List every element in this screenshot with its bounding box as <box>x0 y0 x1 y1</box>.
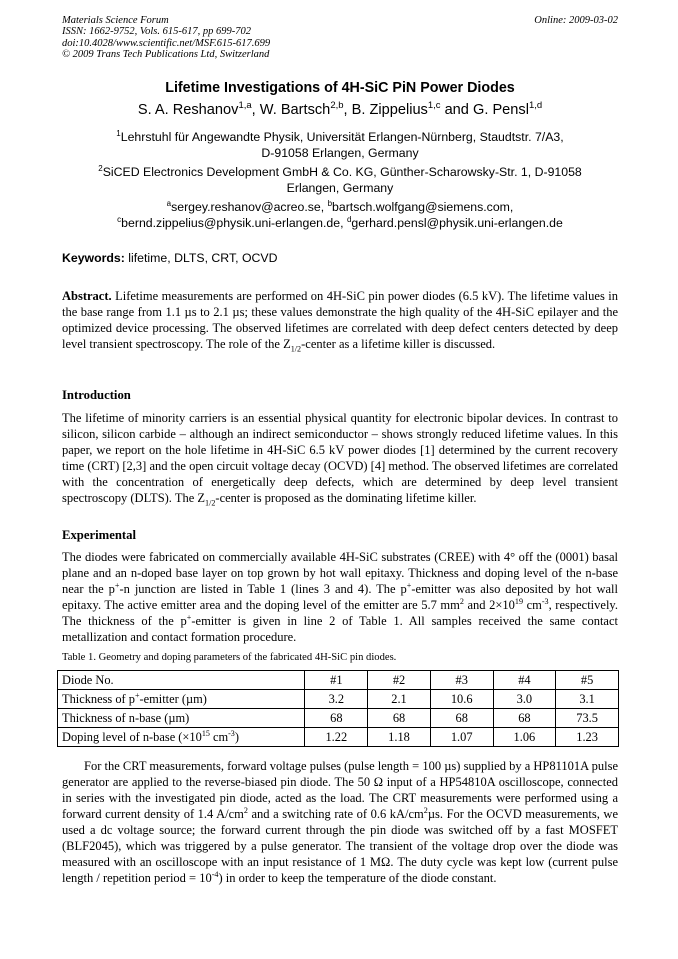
introduction-paragraph <box>62 410 618 506</box>
table-row-label: Thickness of n-base (µm) <box>58 709 305 728</box>
table-cell: 3.1 <box>556 690 619 709</box>
copyright-line: © 2009 Trans Tech Publications Ltd, Switzerland <box>62 48 270 60</box>
keywords <box>62 251 277 265</box>
table-cell: 68 <box>430 709 493 728</box>
experimental-paragraph <box>62 549 618 645</box>
table-header-cell: #4 <box>493 671 556 690</box>
table-cell: 2.1 <box>368 690 431 709</box>
email-link[interactable]: sergey.reshanov@acreo.se, <box>171 200 328 214</box>
superscript: -3 <box>228 728 235 738</box>
author-name: W. Bartsch <box>259 102 331 118</box>
superscript: + <box>134 690 140 700</box>
table-row <box>58 709 619 728</box>
author-separator: , <box>251 102 260 118</box>
keywords-text: lifetime, DLTS, CRT, OCVD <box>124 251 278 265</box>
author-affiliation-mark: 1,a <box>238 100 252 112</box>
superscript: 2 <box>423 805 428 815</box>
email-mark: c <box>117 214 122 224</box>
email-block <box>82 199 598 231</box>
author-affiliation-mark: 2,b <box>330 100 344 112</box>
table-row-label <box>58 728 305 747</box>
issn-line: ISSN: 1662-9752, Vols. 615-617, pp 699-702 <box>62 26 251 38</box>
author-separator: and <box>440 102 473 118</box>
table-header-cell: Diode No. <box>58 671 305 690</box>
table-cell: 1.22 <box>305 728 368 747</box>
paragraph-text: -emitter was also deposited by hot wall epitaxy. The active emitter area and the doping level of the emitter are 5.7 mm <box>62 582 619 612</box>
online-date: Online: 2009-03-02 <box>534 15 618 26</box>
table-row-label <box>58 690 305 709</box>
journal-name: Materials Science Forum <box>62 15 169 26</box>
email-link[interactable]: gerhard.pensl@physik.uni-erlangen.de <box>351 216 563 230</box>
paragraph-text: , respectively. The thickness of the p <box>62 598 618 628</box>
paragraph-text: The diodes were fabricated on commercially available 4H-SiC substrates (CREE) with 4° off the (0001) basal plane and an n-doped base layer on top grown by hot wall epitaxy. Thickness and doping level of the n-base near the p <box>62 550 618 596</box>
superscript: -4 <box>211 869 219 879</box>
paragraph-text: -emitter is given in line 2 of Table 1. All samples received the same contact metallization and contact formation procedure. <box>62 614 618 644</box>
measurement-paragraph <box>62 758 618 886</box>
author-list <box>62 102 618 118</box>
paragraph-text: -center is proposed as the dominating lifetime killer. <box>215 491 477 505</box>
author-affiliation-mark: 1,d <box>528 100 543 112</box>
affiliation-mark: 1 <box>116 128 121 138</box>
table-cell: 3.0 <box>493 690 556 709</box>
affiliation-line: SiCED Electronics Development GmbH & Co. KG, Günther-Scharowsky-Str. 1, D-91058 <box>102 165 582 179</box>
abstract-label: Abstract. <box>62 289 112 303</box>
table-cell: 68 <box>368 709 431 728</box>
author-name: S. A. Reshanov <box>137 102 239 118</box>
subscript: 1/2 <box>205 498 216 508</box>
table-header-cell: #5 <box>556 671 619 690</box>
paragraph-text: and 2×10 <box>463 598 515 612</box>
table-header-cell: #3 <box>430 671 493 690</box>
table-header-cell: #2 <box>368 671 431 690</box>
superscript: -3 <box>541 596 549 606</box>
superscript: 2 <box>459 596 464 606</box>
subscript: 1/2 <box>290 344 302 354</box>
table-cell: 1.23 <box>556 728 619 747</box>
label-text: -emitter (µm) <box>139 692 207 706</box>
section-heading-introduction: Introduction <box>62 388 131 402</box>
table-cell: 3.2 <box>305 690 368 709</box>
affiliation-1 <box>82 129 598 161</box>
table-caption: Table 1. Geometry and doping parameters of the fabricated 4H-SiC pin diodes. <box>62 652 397 663</box>
affiliation-2 <box>82 164 598 196</box>
table-header-row <box>58 671 619 690</box>
table-header-cell: #1 <box>305 671 368 690</box>
table-row <box>58 690 619 709</box>
email-mark: d <box>346 214 352 224</box>
email-link[interactable]: bartsch.wolfgang@siemens.com, <box>332 200 514 214</box>
label-text: Doping level of n-base (×10 <box>62 730 202 744</box>
label-text: cm <box>209 730 229 744</box>
superscript: 15 <box>201 728 210 738</box>
affiliation-line: Erlangen, Germany <box>286 181 394 195</box>
paragraph-text: -n junction are listed in Table 1 (lines 3 and 4). The p <box>119 582 407 596</box>
superscript: 19 <box>514 596 524 606</box>
affiliation-mark: 2 <box>98 163 103 173</box>
keywords-label: Keywords: <box>62 251 125 265</box>
doi-line: doi:10.4028/www.scientific.net/MSF.615-617.699 <box>62 37 271 49</box>
table-cell: 73.5 <box>556 709 619 728</box>
paragraph-text: The lifetime of minority carriers is an essential physical quantity for electronic bipolar devices. In contrast to silicon, silicon carbide – although an indirect semiconductor – shows strongly reduced lifetime values. In this paper, we report on the hole lifetime in 4H-SiC 6.5 kV power diodes [1] determined by the current recovery time (CRT) [2,3] and the open circuit voltage decay (OCVD) [4] method. The observed lifetimes are correlated with the concentration of energetically deep defects, which are determined by deep level transient spectroscopy (DLTS). The Z <box>62 411 618 505</box>
author-affiliation-mark: 1,c <box>427 100 441 112</box>
table-cell: 68 <box>493 709 556 728</box>
table-cell: 1.06 <box>493 728 556 747</box>
paper-title: Lifetime Investigations of 4H-SiC PiN Power Diodes <box>165 80 515 96</box>
author-name: B. Zippelius <box>351 102 428 118</box>
affiliation-line: D-91058 Erlangen, Germany <box>261 146 419 160</box>
label-text: ) <box>234 730 239 744</box>
affiliation-line: Lehrstuhl für Angewandte Physik, Universität Erlangen-Nürnberg, Staudtstr. 7/A3, <box>120 130 564 144</box>
abstract <box>62 288 618 352</box>
geometry-table <box>57 670 619 747</box>
table-cell: 68 <box>305 709 368 728</box>
label-text: Thickness of p <box>62 692 135 706</box>
journal-header <box>62 15 618 60</box>
email-mark: b <box>327 198 333 208</box>
superscript: + <box>186 612 192 622</box>
paragraph-text: cm <box>523 598 542 612</box>
abstract-text: -center as a lifetime killer is discussed. <box>301 337 496 351</box>
table-row <box>58 728 619 747</box>
author-separator: , <box>343 102 352 118</box>
abstract-text: Lifetime measurements are performed on 4H-SiC pin power diodes (6.5 kV). The lifetime values in the base range from 1.1 µs to 2.1 µs; these values demonstrate the high quality of the 4H-SiC epilayer and the optimized device processing. The observed lifetimes are correlated with deep defect centers detected by deep level transient spectroscopy. The role of the Z <box>62 289 618 351</box>
paragraph-text: ) in order to keep the temperature of the diode constant. <box>218 871 497 885</box>
table-cell: 10.6 <box>430 690 493 709</box>
superscript: + <box>114 580 120 590</box>
email-link[interactable]: bernd.zippelius@physik.uni-erlangen.de, <box>121 216 347 230</box>
section-heading-experimental: Experimental <box>62 528 137 542</box>
table-cell: 1.18 <box>368 728 431 747</box>
superscript: + <box>406 580 412 590</box>
paragraph-text: µs. For the OCVD measurements, we used a dc voltage source; the forward current through the pin diode was switched off by a fast MOSFET (BLF2045), which was triggered by a pulse generator. The transient of the voltage drop over the diode was measured with an oscilloscope with an input resistance of 1 MΩ. The duty cycle was kept low (current pulse length / repetition period = 10 <box>62 807 619 885</box>
paragraph-text: For the CRT measurements, forward voltage pulses (pulse length = 100 µs) supplied by a HP81101A pulse generator are applied to the reverse-biased pin diode. The 50 Ω input of a HP54810A oscilloscope, connected in series with the investigated pin diode, acted as the load. The CRT measurements were performed using a forward current density of 1.4 A/cm <box>62 759 618 821</box>
superscript: 2 <box>243 805 248 815</box>
email-mark: a <box>166 198 172 208</box>
paragraph-text: and a switching rate of 0.6 kA/cm <box>247 807 424 821</box>
author-name: G. Pensl <box>472 102 529 118</box>
table-cell: 1.07 <box>430 728 493 747</box>
